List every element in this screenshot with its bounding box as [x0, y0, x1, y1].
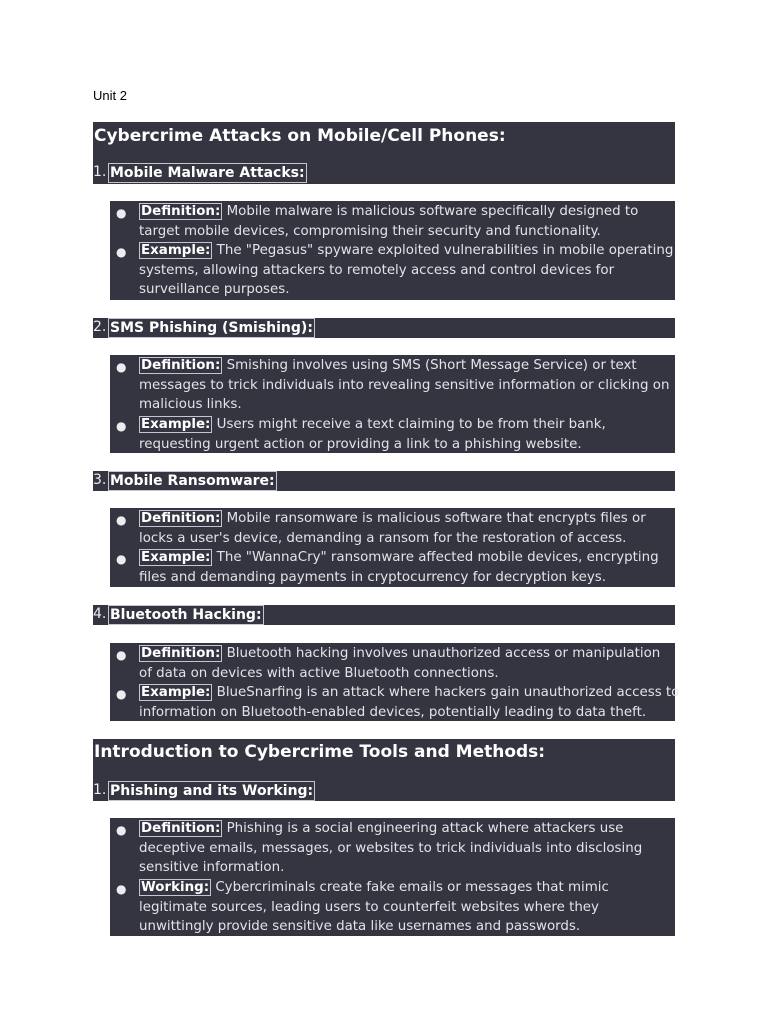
item-number: 2.	[93, 319, 107, 335]
item-text: messages to trick individuals into revealing sensitive information or clicking on	[139, 377, 670, 393]
item-text: files and demanding payments in cryptocurrency for decryption keys.	[139, 569, 606, 585]
item-text: target mobile devices, compromising their security and functionality.	[139, 223, 601, 239]
item-label: Example:	[141, 243, 211, 258]
item-text: requesting urgent action or providing a link to a phishing website.	[139, 436, 582, 452]
section-heading-block	[93, 739, 675, 801]
item-text: BlueSnarfing is an attack where hackers gain unauthorized access to	[212, 685, 680, 700]
item-number: 1.	[93, 782, 107, 798]
item-list	[110, 643, 680, 721]
bullet-icon: ●	[116, 823, 127, 837]
item-list	[110, 508, 675, 587]
item-text: Mobile malware is malicious software specifically designed to	[222, 204, 639, 219]
item-text: Smishing involves using SMS (Short Message Service) or text	[222, 358, 637, 373]
list-item	[139, 202, 679, 241]
item-text: sensitive information.	[139, 860, 285, 876]
bullet-icon: ●	[116, 552, 127, 566]
list-item	[139, 819, 679, 878]
item-text: The "WannaCry" ransomware affected mobile devices, encrypting	[212, 550, 659, 565]
list-item	[139, 644, 679, 683]
item-text: systems, allowing attackers to remotely access and control devices for	[139, 262, 615, 278]
bullet-icon: ●	[116, 687, 127, 701]
item-text: unwittingly provide sensitive data like usernames and passwords.	[139, 919, 581, 935]
item-text: information on Bluetooth-enabled devices, potentially leading to data theft.	[139, 704, 647, 720]
item-label: Definition:	[141, 358, 221, 373]
list-item	[139, 356, 679, 415]
item-text: locks a user's device, demanding a ransom for the restoration of access.	[139, 530, 627, 546]
item-text: malicious links.	[139, 397, 242, 413]
item-number: 1.	[93, 164, 107, 180]
item-label: Definition:	[141, 204, 221, 219]
item-text: Users might receive a text claiming to be from their bank,	[212, 417, 606, 432]
bullet-icon: ●	[116, 245, 127, 259]
item-label: Definition:	[141, 511, 221, 526]
item-label: Example:	[141, 417, 211, 432]
item-text: The "Pegasus" spyware exploited vulnerabilities in mobile operating	[212, 243, 674, 258]
list-item	[139, 878, 679, 937]
bullet-icon: ●	[116, 513, 127, 527]
item-text: deceptive emails, messages, or websites to trick individuals into disclosing	[139, 840, 643, 856]
list-item	[139, 241, 679, 300]
item-label: Example:	[141, 550, 211, 565]
item-label: Definition:	[141, 646, 221, 661]
item-text: Mobile ransomware is malicious software that encrypts files or	[222, 511, 646, 526]
bullet-icon: ●	[116, 360, 127, 374]
item-title: Mobile Malware Attacks:	[110, 165, 305, 181]
bullet-icon: ●	[116, 206, 127, 220]
list-item	[139, 509, 679, 548]
item-text: of data on devices with active Bluetooth connections.	[139, 665, 499, 681]
section-heading: Cybercrime Attacks on Mobile/Cell Phones:	[94, 126, 506, 146]
item-text: surveillance purposes.	[139, 282, 290, 298]
bullet-icon: ●	[116, 882, 127, 896]
section-heading: Introduction to Cybercrime Tools and Methods:	[94, 742, 546, 762]
item-heading-row	[93, 605, 675, 625]
item-title: Bluetooth Hacking:	[110, 607, 262, 623]
item-list	[110, 818, 675, 936]
item-label: Definition:	[141, 821, 221, 836]
list-item	[139, 415, 679, 454]
item-text: Phishing is a social engineering attack where attackers use	[222, 821, 624, 836]
section-heading-block	[93, 122, 675, 184]
item-number: 3.	[93, 472, 107, 488]
item-heading-row	[93, 318, 675, 338]
bullet-icon: ●	[116, 419, 127, 433]
item-number: 4.	[93, 606, 107, 622]
bullet-icon: ●	[116, 648, 127, 662]
item-text: legitimate sources, leading users to counterfeit websites where they	[139, 899, 599, 915]
item-title: Phishing and its Working:	[110, 783, 314, 799]
item-title: Mobile Ransomware:	[110, 473, 275, 489]
item-title: SMS Phishing (Smishing):	[110, 320, 313, 336]
item-text: Cybercriminals create fake emails or messages that mimic	[211, 880, 609, 895]
item-label: Example:	[141, 685, 211, 700]
unit-label: Unit 2	[93, 88, 127, 103]
item-label: Working:	[141, 880, 210, 895]
list-item	[139, 683, 679, 722]
list-item	[139, 548, 679, 587]
item-list	[110, 201, 675, 300]
item-heading-row	[93, 471, 675, 491]
item-text: Bluetooth hacking involves unauthorized access or manipulation	[222, 646, 661, 661]
item-list	[110, 355, 675, 453]
